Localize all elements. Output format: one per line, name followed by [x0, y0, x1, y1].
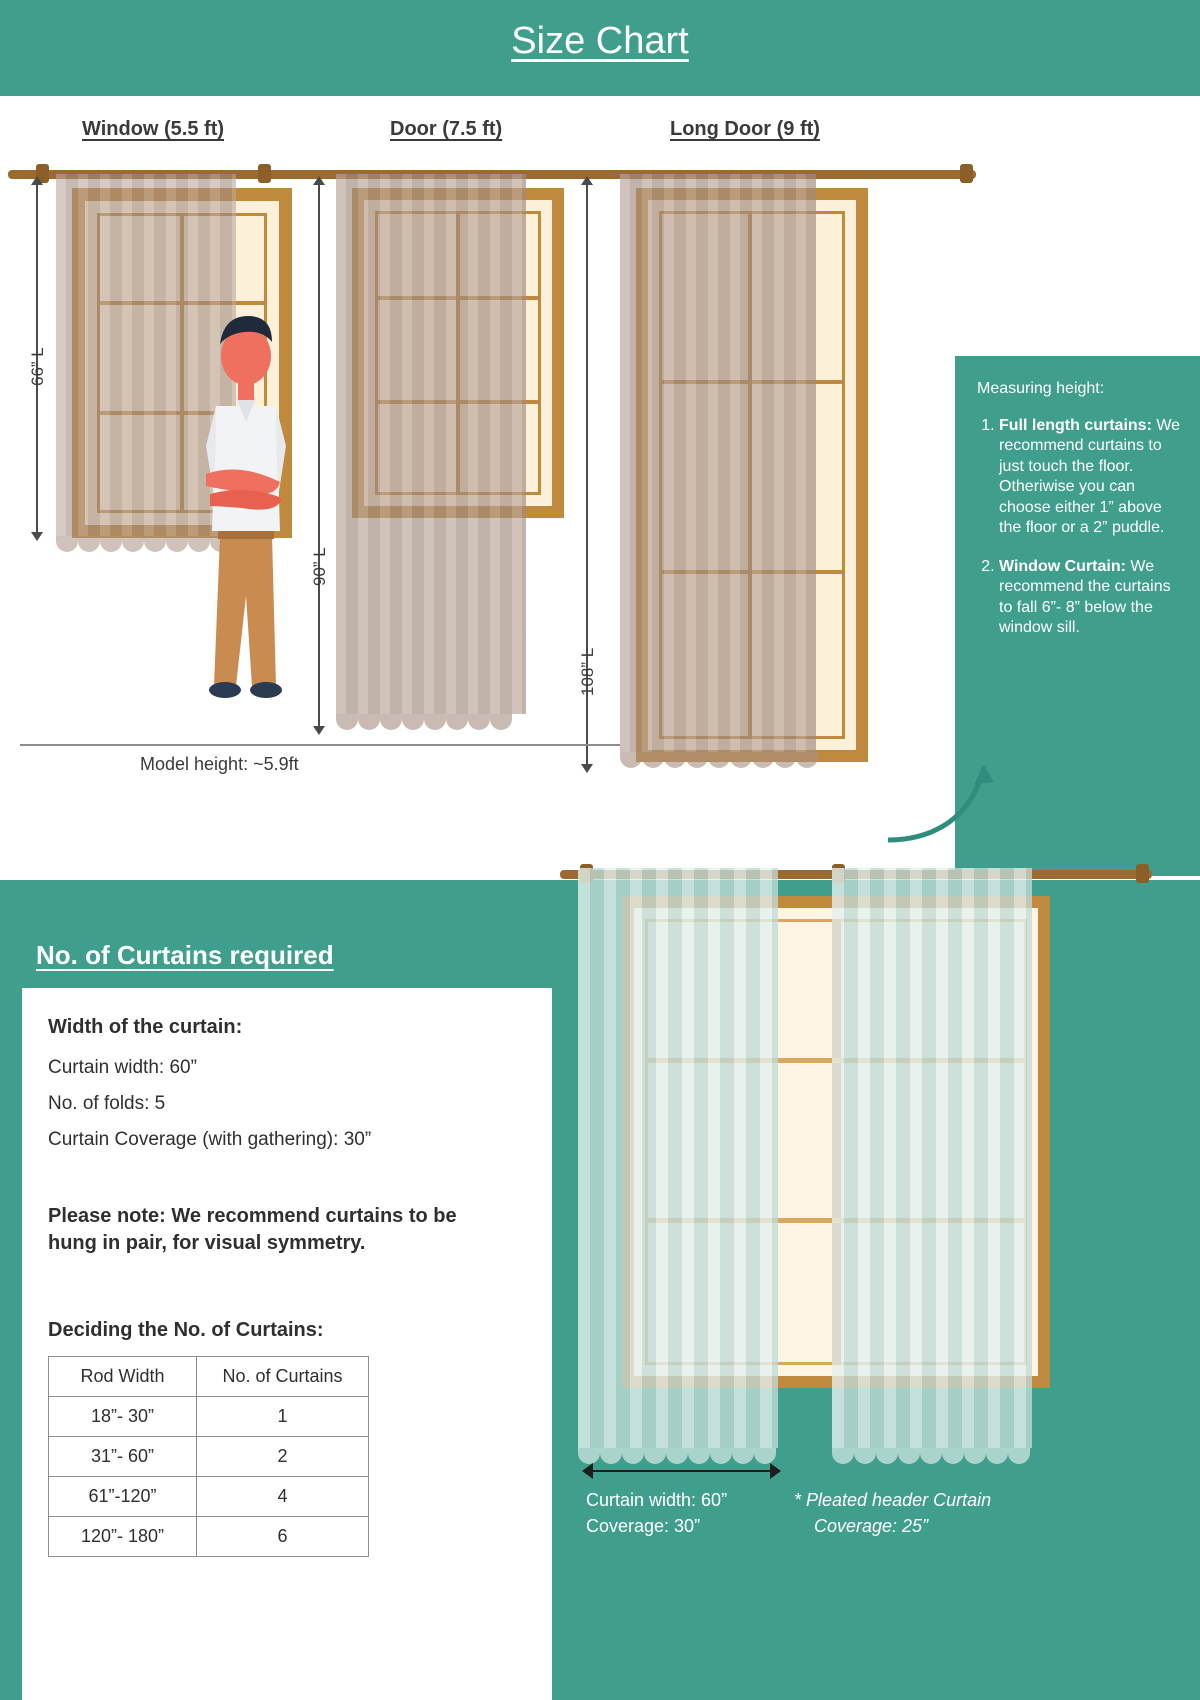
rod-bracket-2 [258, 164, 271, 183]
model-figure [180, 286, 310, 736]
long-door-curtain-folds [620, 174, 816, 752]
long-door-dimension-arrow-top [581, 176, 593, 185]
long-door-curtain-panel [620, 174, 816, 752]
column-label-door: Door (7.5 ft) [390, 118, 503, 140]
pair-note: Please note: We recommend curtains to be hung in pair, for visual symmetry. [48, 1205, 457, 1254]
infobox-list [977, 416, 1182, 639]
table-header-rod-width: Rod Width [49, 1357, 197, 1397]
table-header-no-curtains: No. of Curtains [197, 1357, 369, 1397]
bottom-curtain-right-hem [832, 1448, 1032, 1464]
infobox-item-2-text: We recommend the curtains to fall 6”- 8” below the window sill. [999, 557, 1171, 637]
door-curtain-panel [336, 174, 526, 714]
door-dimension-line [318, 180, 320, 732]
window-dimension-arrow-top [31, 176, 43, 185]
cell-rod-width: 120”- 180” [49, 1517, 197, 1557]
table-header-row [49, 1357, 369, 1397]
bottom-caption-pleated-1: * Pleated header Curtain [794, 1490, 992, 1510]
cell-no-curtains: 4 [197, 1477, 369, 1517]
rod-width-table [48, 1356, 369, 1557]
infobox-item-1-text: We recommend curtains to just touch the floor. Otheriwise you can choose either 1” above the floor or a 2” puddle. [999, 417, 1181, 537]
infobox-item-1 [999, 416, 1182, 539]
page-title: Size Chart [511, 20, 689, 62]
curtain-width-card [22, 988, 552, 1700]
bottom-illustration [560, 872, 1200, 1700]
long-door-dimension-arrow-bottom [581, 764, 593, 773]
infobox-item-1-lead: Full length curtains: [999, 417, 1152, 434]
width-line-3: Curtain Coverage (with gathering): 30” [48, 1129, 372, 1150]
cell-no-curtains: 1 [197, 1397, 369, 1437]
infobox-title: Measuring height: [977, 380, 1105, 397]
bottom-rod-finial [1136, 864, 1149, 883]
bottom-width-arrow-right [770, 1463, 781, 1479]
bottom-width-dimension-line [592, 1470, 780, 1472]
floor-line [20, 744, 620, 746]
cell-no-curtains: 6 [197, 1517, 369, 1557]
rod-finial [960, 164, 973, 183]
table-row [49, 1477, 369, 1517]
bottom-curtain-left-hem [578, 1448, 778, 1464]
size-diagram [0, 96, 1200, 874]
model-height-caption: Model height: ~5.9ft [140, 754, 299, 774]
cell-rod-width: 31”- 60” [49, 1437, 197, 1477]
bottom-caption-pleated-2: Coverage: 25” [814, 1516, 929, 1536]
table-row [49, 1397, 369, 1437]
long-door-dimension-label: 108” L [578, 647, 597, 696]
curtain-count-section [0, 880, 1200, 1700]
door-dimension-arrow-bottom [313, 726, 325, 735]
bottom-curtain-right-folds [832, 868, 1032, 1448]
bottom-caption-coverage: Coverage: 30” [586, 1516, 701, 1536]
door-dimension-label: 90” L [310, 547, 329, 586]
width-heading: Width of the curtain: [48, 1016, 243, 1038]
section-title: No. of Curtains required [36, 940, 334, 970]
bottom-curtain-left-folds [578, 868, 778, 1448]
width-line-1: Curtain width: 60” [48, 1057, 197, 1078]
table-row [49, 1437, 369, 1477]
bottom-curtain-panel-left [578, 868, 778, 1448]
column-label-window: Window (5.5 ft) [82, 118, 225, 140]
width-line-2: No. of folds: 5 [48, 1093, 166, 1114]
door-curtain-hem [336, 714, 526, 730]
table-row [49, 1517, 369, 1557]
table-heading: Deciding the No. of Curtains: [48, 1319, 324, 1341]
door-dimension-arrow-top [313, 176, 325, 185]
column-label-long-door: Long Door (9 ft) [670, 118, 820, 140]
cell-rod-width: 61”-120” [49, 1477, 197, 1517]
window-dimension-arrow-bottom [31, 532, 43, 541]
bottom-width-arrow-left [582, 1463, 593, 1479]
cell-rod-width: 18”- 30” [49, 1397, 197, 1437]
window-dimension-label: 66” L [28, 347, 47, 386]
long-door-curtain-hem [620, 752, 816, 768]
door-curtain-folds [336, 174, 526, 714]
cell-no-curtains: 2 [197, 1437, 369, 1477]
pointer-arrow-icon [880, 736, 1010, 846]
page-header [0, 0, 1200, 96]
infobox-item-2-lead: Window Curtain: [999, 557, 1126, 575]
bottom-curtain-panel-right [832, 868, 1032, 1448]
bottom-caption-width: Curtain width: 60” [586, 1490, 728, 1510]
infobox-item-2 [999, 557, 1182, 639]
